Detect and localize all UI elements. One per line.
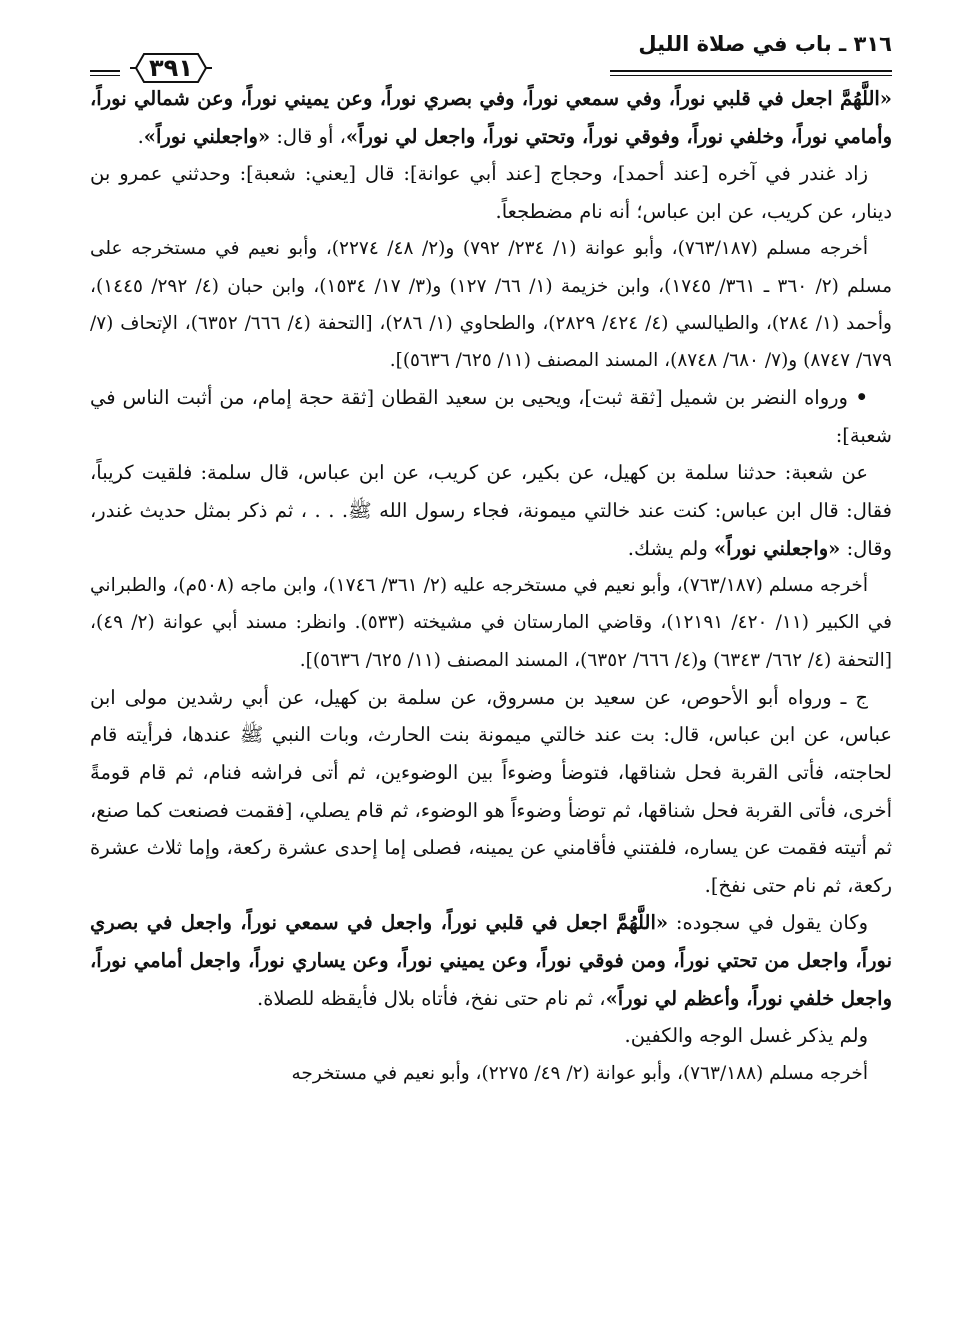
header-rule-left xyxy=(90,70,120,76)
paragraph-p4 xyxy=(90,379,892,454)
paragraph-p10 xyxy=(90,1055,892,1092)
text-segment: . xyxy=(137,124,144,148)
paragraph-p5 xyxy=(90,454,892,567)
text-segment: ، ثم نام حتى نفخ، فأتاه بلال فأيقظه للصلاة. xyxy=(257,986,606,1010)
text-segment: زاد غندر في آخره [عند أحمد]، وحجاج [عند أبي عوانة]: قال [يعني: شعبة]: وحدثني عمرو بن دينار، عن كريب، عن ابن عباس؛ أنه نام مضطجعاً. xyxy=(90,162,892,223)
text-segment: عن شعبة: حدثنا سلمة بن كهيل، عن بكير، عن كريب، عن ابن عباس، قال سلمة: فلقيت كريباً، فقال: قال ابن عباس: كنت عند خالتي ميمونة، فجاء رسول الله ﷺ. . . ، ثم ذكر بمثل حديث غندر، وقال: xyxy=(90,461,892,560)
bold-text-segment: «واجعلني نوراً» xyxy=(143,124,271,148)
paragraph-p7 xyxy=(90,679,892,905)
text-segment: أخرجه مسلم (٧٦٣/١٨٧)، وأبو عوانة (١/ ٢٣٤/ ٧٩٢) و(٢/ ٤٨/ ٢٢٧٤)، وأبو نعيم في مستخرجه على مسلم (٢/ ٣٦٠ ـ ٣٦١/ ١٧٤٥)، وابن خزيمة (١/ ٦٦/ ١٢٧) و(٣/ ١٧/ ١٥٣٤)، وابن حبان (٤/ ٢٩٢/ ١٤٤٥)، وأحمد (١/ ٢٨٤)، والطيالسي (٤/ ٤٢٤/ ٢٨٢٩)، والطحاوي (١/ ٢٨٦)، [التحفة (٤/ ٦٦٦/ ٦٣٥٢)، الإتحاف (٧/ ٦٧٩/ ٨٧٤٧) و(٧/ ٦٨٠/ ٨٧٤٨)، المسند المصنف (١١/ ٦٢٥/ ٥٦٣٦)]. xyxy=(90,238,892,371)
text-segment: ج ـ ورواه أبو الأحوص، عن سعيد بن مسروق، عن سلمة بن كهيل، عن أبي رشدين مولى ابن عباس، عن ابن عباس، قال: بت عند خالتي ميمونة بنت الحارث، وبات النبي ﷺ عندها، فرأيته قام لحاجته، فأتى القربة فحل شناقها، فتوضأ وضوءاً بين الوضوءين، ثم أتى فراشه فنام، ثم قام قومةً أخرى، فأتى القربة فحل شناقها، ثم توضأ وضوءاً هو الوضوء، ثم قام يصلي، [فقمت فصنعت كما صنع، ثم أتيته فقمت عن يساره، فلفتني فأقامني عن يمينه، فصلى إما إحدى عشرة ركعة، وإما ثلاث عشرة ركعة، ثم نام حتى نفخ]. xyxy=(90,685,892,897)
page-body xyxy=(90,80,892,1092)
header-rule-right xyxy=(610,70,892,76)
bold-text-segment: «واجعلني نوراً» xyxy=(713,536,841,560)
paragraph-p9 xyxy=(90,1017,892,1055)
bold-text-segment: «اللَّهُمَّ اجعل في قلبي نوراً، وفي سمعي نوراً، وفي بصري نوراً، وعن يميني نوراً، وعن شمالي نوراً، وأمامي نوراً، وخلفي نوراً، وفوقي نوراً، وتحتي نوراً، واجعل لي نوراً» xyxy=(90,87,892,148)
page-number-badge xyxy=(128,50,214,86)
chapter-title: ٣١٦ ـ باب في صلاة الليل xyxy=(638,32,892,56)
text-segment: ورواه النضر بن شميل [ثقة ثبت]، ويحيى بن سعيد القطان [ثقة حجة إمام، من أثبت الناس في شعبة]: xyxy=(90,386,892,447)
bold-text-segment: • xyxy=(847,386,868,410)
text-segment: ولم يشك. xyxy=(627,536,714,560)
text-segment: ، أو قال: xyxy=(270,124,346,148)
page-number: ٣٩١ xyxy=(149,54,193,82)
text-segment: وكان يقول في سجوده: xyxy=(668,911,868,935)
paragraph-p1 xyxy=(90,80,892,155)
text-segment: ولم يذكر غسل الوجه والكفين. xyxy=(624,1024,868,1048)
page-header xyxy=(90,30,892,80)
paragraph-p3 xyxy=(90,230,892,379)
paragraph-p6 xyxy=(90,567,892,679)
bold-text-segment: «اللَّهُمَّ اجعل في قلبي نوراً، واجعل في سمعي نوراً، واجعل في بصري نوراً، واجعل من تحتي نوراً، ومن فوقي نوراً، وعن يميني نوراً، وعن يساري نوراً، واجعل أمامي نوراً، واجعل خلفي نوراً، وأعظم لي نوراً» xyxy=(90,911,892,1010)
paragraph-p8 xyxy=(90,904,892,1017)
paragraph-p2 xyxy=(90,155,892,230)
text-segment: أخرجه مسلم (٧٦٣/١٨٨)، وأبو عوانة (٢/ ٤٩/ ٢٢٧٥)، وأبو نعيم في مستخرجه xyxy=(291,1062,868,1084)
text-segment: أخرجه مسلم (٧٦٣/١٨٧)، وأبو نعيم في مستخرجه عليه (٢/ ٣٦١/ ١٧٤٦)، وابن ماجه (٥٠٨م)، والطبراني في الكبير (١١/ ٤٢٠/ ١٢١٩١)، وقاضي المارستان في مشيخته (٥٣٣). وانظر: مسند أبي عوانة (٢/ ٤٩)، [التحفة (٤/ ٦٦٢/ ٦٣٤٣) و(٤/ ٦٦٦/ ٦٣٥٢)، المسند المصنف (١١/ ٦٢٥/ ٥٦٣٦)]. xyxy=(90,575,892,671)
